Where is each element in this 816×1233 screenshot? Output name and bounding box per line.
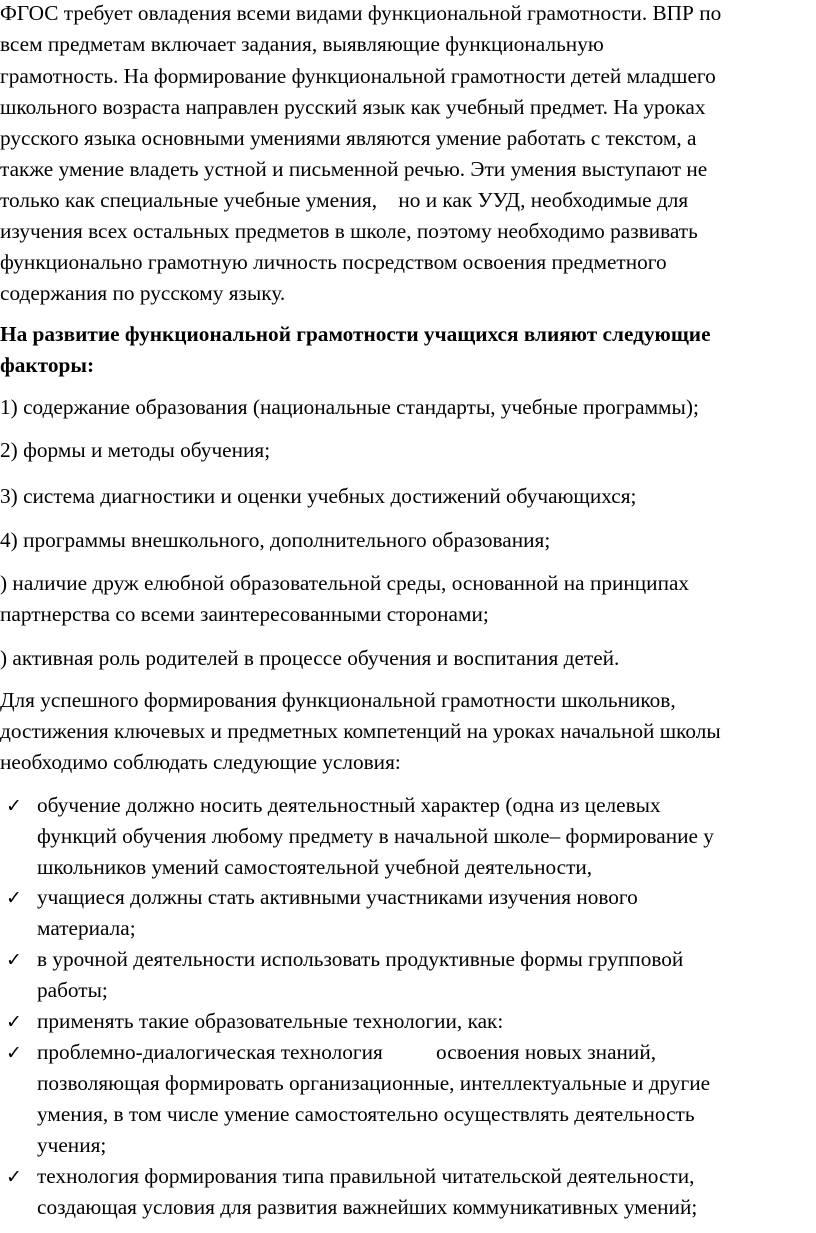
- intro-line: русского языка основными умениями являются умение работать с текстом, а: [0, 126, 697, 150]
- condition-item: в урочной деятельности использовать продуктивные формы групповой: [37, 947, 684, 971]
- conditions-intro-line: Для успешного формирования функциональной грамотности школьников,: [0, 688, 676, 712]
- check-mark-icon: ✓: [6, 1011, 22, 1033]
- check-mark-icon: ✓: [6, 949, 22, 971]
- intro-line: функционально грамотную личность посредством освоения предметного: [0, 250, 667, 274]
- factor-item: 4) программы внешкольного, дополнительного образования;: [0, 528, 551, 552]
- check-mark-icon: ✓: [6, 795, 22, 817]
- condition-item: работы;: [37, 978, 108, 1002]
- factor-item: 1) содержание образования (национальные стандарты, учебные программы);: [0, 395, 699, 419]
- intro-line: только как специальные учебные умения, но и как УУД, необходимые для: [0, 188, 689, 212]
- condition-item: проблемно-диалогическая технология освоения новых знаний,: [37, 1040, 657, 1064]
- intro-line: содержания по русскому языку.: [0, 281, 286, 305]
- intro-line: школьного возраста направлен русский язык как учебный предмет. На уроках: [0, 95, 706, 119]
- factor-item: 2) формы и методы обучения;: [0, 438, 271, 462]
- condition-item: функций обучения любому предмету в начальной школе– формирование у: [37, 824, 714, 848]
- condition-item: школьников умений самостоятельной учебной деятельности,: [37, 855, 593, 879]
- intro-line: всем предметам включает задания, выявляющие функциональную: [0, 32, 604, 56]
- intro-line: также умение владеть устной и письменной речью. Эти умения выступают не: [0, 157, 708, 181]
- condition-item: умения, в том числе умение самостоятельно осуществлять деятельность: [37, 1102, 695, 1126]
- factor-item: партнерства со всеми заинтересованными сторонами;: [0, 602, 489, 626]
- conditions-intro-line: необходимо соблюдать следующие условия:: [0, 750, 401, 774]
- factor-item: ) активная роль родителей в процессе обучения и воспитания детей.: [0, 646, 620, 670]
- intro-line: изучения всех остальных предметов в школе, поэтому необходимо развивать: [0, 219, 698, 243]
- factors-heading-line: факторы:: [0, 353, 95, 377]
- condition-item: обучение должно носить деятельностный характер (одна из целевых: [37, 793, 661, 817]
- check-mark-icon: ✓: [6, 1166, 22, 1188]
- conditions-intro-line: достижения ключевых и предметных компетенций на уроках начальной школы: [0, 719, 721, 743]
- check-mark-icon: ✓: [6, 1042, 22, 1064]
- condition-item: технология формирования типа правильной читательской деятельности,: [37, 1164, 695, 1188]
- factor-item: ) наличие друж елюбной образовательной среды, основанной на принципах: [0, 571, 690, 595]
- intro-line: грамотность. На формирование функциональной грамотности детей младшего: [0, 64, 716, 88]
- condition-item: позволяющая формировать организационные, интеллектуальные и другие: [37, 1071, 711, 1095]
- factor-item: 3) система диагностики и оценки учебных достижений обучающихся;: [0, 484, 637, 508]
- condition-item: применять такие образовательные технологии, как:: [37, 1009, 504, 1033]
- check-mark-icon: ✓: [6, 887, 22, 909]
- condition-item: учения;: [37, 1133, 107, 1157]
- condition-item: создающая условия для развития важнейших коммуникативных умений;: [37, 1195, 698, 1219]
- factors-heading-line: На развитие функциональной грамотности учащихся влияют следующие: [0, 322, 711, 346]
- condition-item: учащиеся должны стать активными участниками изучения нового: [37, 885, 638, 909]
- intro-line: ФГОС требует овладения всеми видами функциональной грамотности. ВПР по: [0, 1, 722, 25]
- condition-item: материала;: [37, 916, 136, 940]
